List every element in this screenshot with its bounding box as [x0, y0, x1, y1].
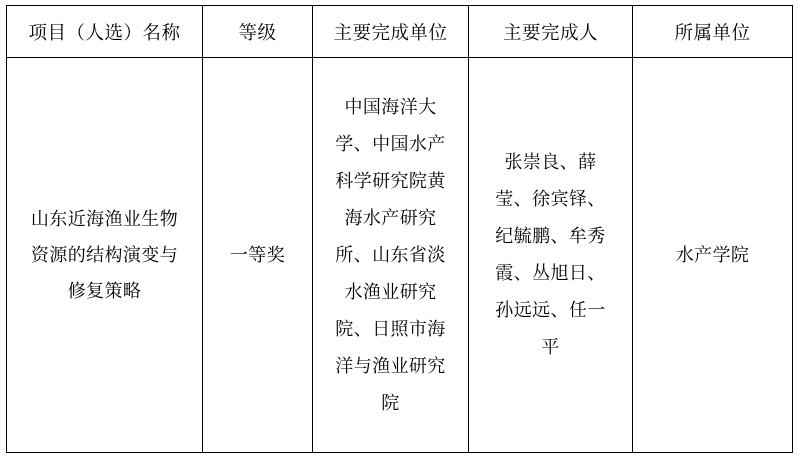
- award-table: [6, 5, 793, 453]
- table-header: [7, 6, 793, 58]
- main-organizations-text: 中国海洋大学、中国水产科学研究院黄海水产研究所、山东省淡水渔业研究院、日照市海洋与渔业研究院: [335, 96, 446, 413]
- cell-main-contributors: [469, 58, 633, 453]
- column-header-main-contributors: 主要完成人: [469, 6, 633, 58]
- table-row: [7, 58, 793, 453]
- table-header-row: [7, 6, 793, 58]
- cell-level: [203, 58, 313, 453]
- document-page: [0, 5, 799, 462]
- project-name-text: 山东近海渔业生物资源的结构演变与修复策略: [30, 209, 179, 301]
- column-header-project-name: 项目（人选）名称: [7, 6, 203, 58]
- table-body: [7, 58, 793, 453]
- column-header-affiliation: 所属单位: [633, 6, 793, 58]
- affiliation-text: 水产学院: [675, 245, 750, 265]
- level-text: 一等奖: [229, 245, 286, 265]
- cell-project-name: [7, 58, 203, 453]
- main-contributors-text: 张崇良、薛莹、徐宾铎、纪毓鹏、牟秀霞、丛旭日、孙远远、任一平: [495, 152, 606, 357]
- cell-main-organizations: [313, 58, 469, 453]
- column-header-level: 等级: [203, 6, 313, 58]
- cell-affiliation: [633, 58, 793, 453]
- column-header-main-organizations: 主要完成单位: [313, 6, 469, 58]
